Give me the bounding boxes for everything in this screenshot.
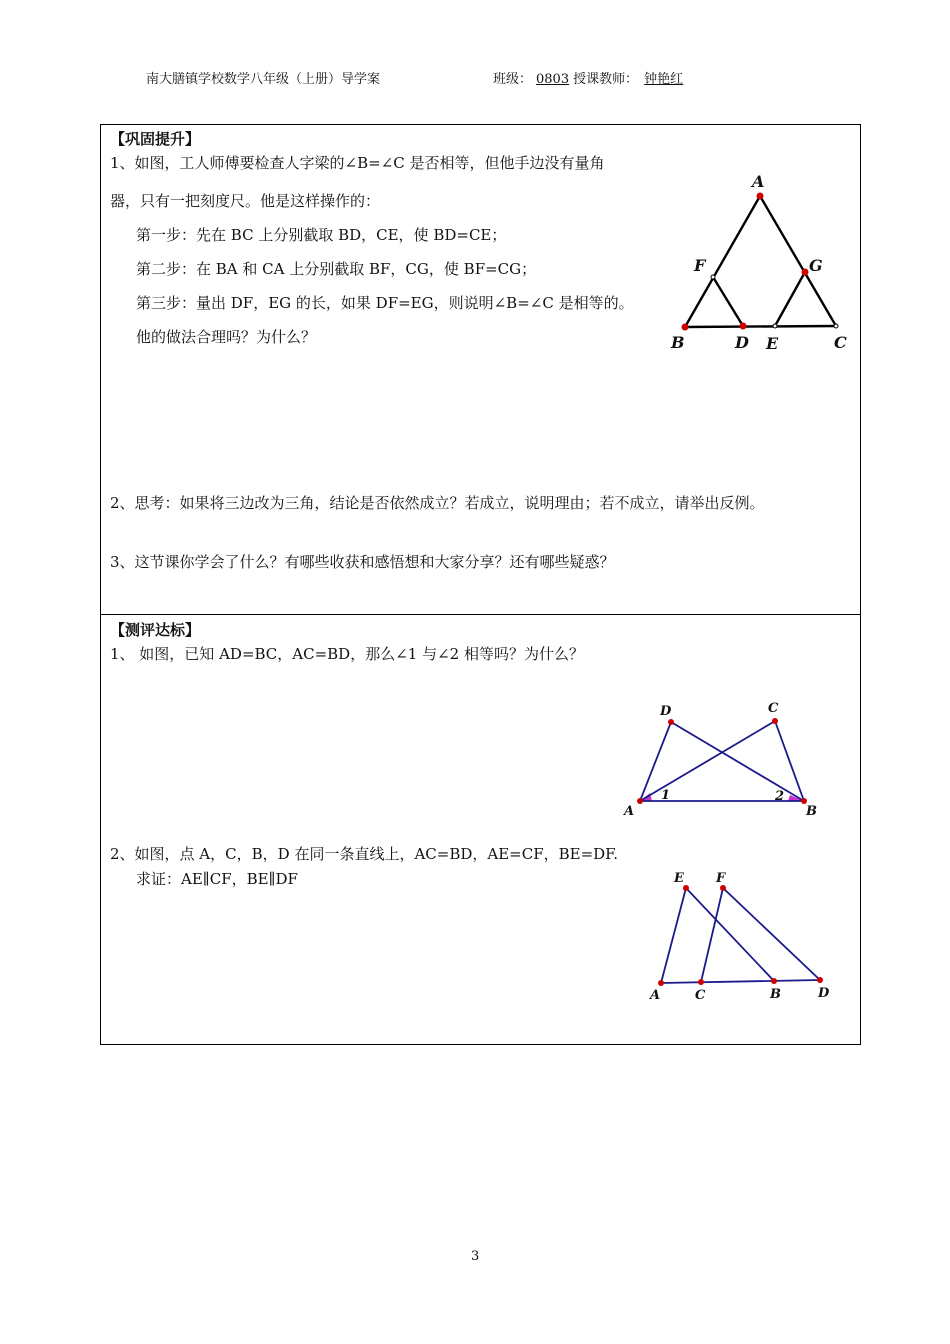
label-b: B <box>806 804 817 819</box>
label-f: F <box>694 256 706 275</box>
label-e: E <box>674 871 684 886</box>
point-d <box>740 323 747 330</box>
page-number: 3 <box>471 1249 480 1264</box>
teacher-label: 授课教师： <box>573 72 639 87</box>
point-a <box>637 798 643 804</box>
segment-cf <box>701 888 723 982</box>
label-a: A <box>650 988 661 1003</box>
question-2-think: 2、思考：如果将三边改为三角，结论是否依然成立？若成立，说明理由；若不成立，请举出反例。 <box>110 494 765 512</box>
segment-ac <box>760 196 836 326</box>
point-c <box>772 718 778 724</box>
question-1-ask: 他的做法合理吗？为什么？ <box>136 328 317 346</box>
question-1-step-3: 第三步：量出 DF，EG 的长，如果 DF=EG，则说明∠B=∠C 是相等的。 <box>136 294 634 312</box>
point-a <box>757 193 764 200</box>
section-title-consolidation: 【巩固提升】 <box>110 130 201 148</box>
label-angle-2: 2 <box>775 789 785 804</box>
label-d: D <box>660 704 672 719</box>
class-info <box>493 68 711 87</box>
segment-ae <box>661 888 686 983</box>
school-course-title: 南大膳镇学校数学八年级（上册）导学案 <box>146 72 381 87</box>
segment-fd <box>713 277 743 326</box>
point-d <box>668 719 674 725</box>
question-3-reflection: 3、这节课你学会了什么？有哪些收获和感悟想和大家分享？还有哪些疑惑？ <box>110 553 615 571</box>
point-c <box>698 979 704 985</box>
class-label: 班级： <box>493 72 533 87</box>
label-b: B <box>770 987 781 1002</box>
segment-bd <box>671 722 804 801</box>
question-1-step-2: 第二步：在 BA 和 CA 上分别截取 BF，CG，使 BF=CG； <box>136 260 537 278</box>
label-b: B <box>671 333 685 352</box>
label-c: C <box>695 988 706 1003</box>
point-b <box>771 978 777 984</box>
segment-ge <box>775 272 805 326</box>
assessment-question-2-line-1: 2、如图，点 A，C，B，D 在同一条直线上，AC=BD，AE=CF，BE=DF. <box>110 845 619 863</box>
point-b <box>682 324 689 331</box>
label-d: D <box>818 986 830 1001</box>
label-e: E <box>766 334 779 353</box>
point-c <box>834 324 838 328</box>
figure-triangle-abc <box>660 168 860 358</box>
question-1-step-1: 第一步：先在 BC 上分别截取 BD，CE，使 BD=CE； <box>136 226 507 244</box>
label-c: C <box>834 333 847 352</box>
figure-crossed-quadrilateral <box>618 695 838 825</box>
assessment-question-1: 1、 如图，已知 AD=BC，AC=BD，那么∠1 与∠2 相等吗？为什么？ <box>110 645 584 663</box>
question-1-line-1: 1、如图，工人师傅要检查人字梁的∠B=∠C 是否相等，但他手边没有量角 <box>110 154 605 172</box>
assessment-question-2-line-2: 求证：AE∥CF，BE∥DF <box>136 870 298 888</box>
label-g: G <box>809 256 823 275</box>
point-f <box>711 275 715 279</box>
label-a: A <box>752 172 765 191</box>
point-a <box>658 980 664 986</box>
teacher-value: 钟艳红 <box>644 72 684 87</box>
class-value: 0803 <box>536 72 570 87</box>
segment-fd <box>723 888 820 980</box>
point-d <box>817 977 823 983</box>
point-g <box>802 269 809 276</box>
label-c: C <box>768 701 779 716</box>
label-angle-1: 1 <box>661 788 671 803</box>
label-d: D <box>735 333 749 352</box>
figure-parallel-triangles <box>640 864 850 1014</box>
segment-eb <box>686 888 774 981</box>
point-e <box>773 324 777 328</box>
label-a: A <box>624 804 635 819</box>
label-f: F <box>716 871 726 886</box>
question-1-line-2: 器，只有一把刻度尺。他是这样操作的： <box>110 192 381 210</box>
section-title-assessment: 【测评达标】 <box>110 621 201 639</box>
segment-bc <box>685 326 836 327</box>
segment-ad <box>661 980 820 983</box>
